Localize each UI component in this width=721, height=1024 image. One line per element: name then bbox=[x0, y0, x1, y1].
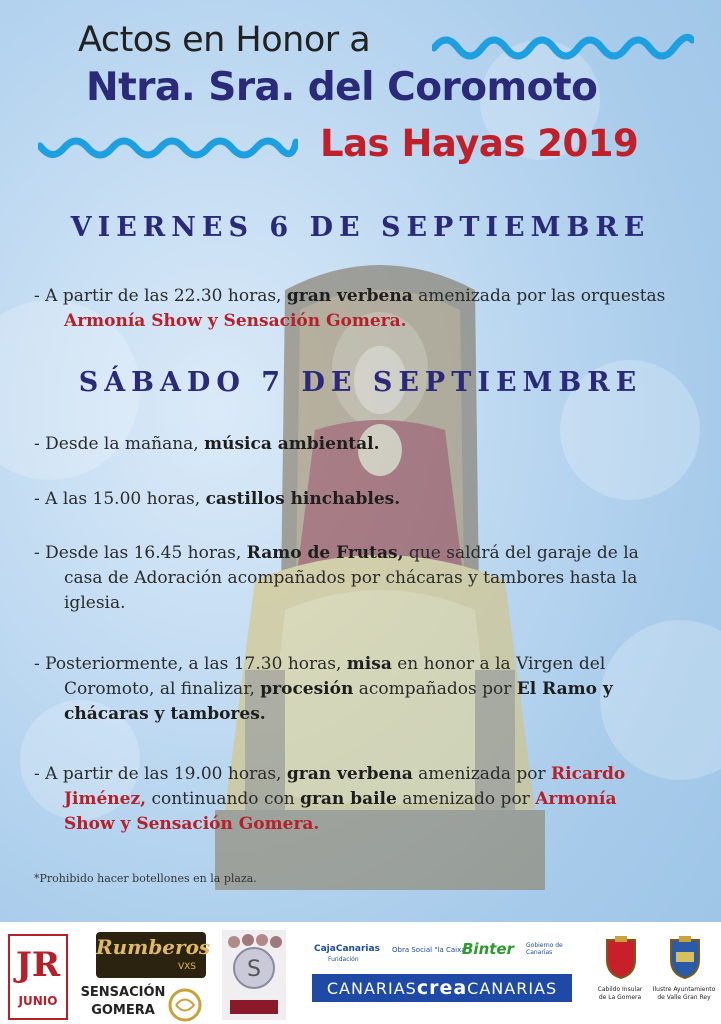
sensacion-text: SENSACIÓN bbox=[80, 985, 166, 1000]
obrasocial-logo-text: Obra Social "la Caixa" bbox=[392, 946, 469, 954]
wave-decoration-bottom bbox=[38, 132, 298, 168]
item-highlight: Jiménez, bbox=[64, 789, 147, 809]
rumberos-logo-sub: VXS bbox=[177, 962, 196, 972]
canarias-crea-canarias-banner bbox=[312, 974, 572, 1002]
friday-item-verbena bbox=[34, 284, 694, 334]
ayuntamiento-line: Ilustre Ayuntamiento bbox=[652, 986, 716, 993]
saturday-item-ramo bbox=[34, 541, 694, 616]
cajacanarias-logo-text: CajaCanarias bbox=[314, 944, 380, 954]
canarias-sponsors-block bbox=[312, 940, 572, 1018]
canarias-text: CANARIAS bbox=[467, 979, 558, 998]
rumberos-logo bbox=[96, 932, 211, 978]
wave-decoration-top bbox=[432, 30, 694, 66]
item-bold: gran baile bbox=[300, 789, 397, 809]
item-highlight: Ricardo bbox=[551, 764, 626, 784]
ayuntamiento-line: de Valle Gran Rey bbox=[657, 994, 711, 1001]
item-highlight: Armonía bbox=[535, 789, 617, 809]
saturday-item-baile bbox=[34, 762, 694, 837]
saturday-item-castillos bbox=[34, 487, 694, 512]
item-text: que saldrá del garaje de la bbox=[403, 543, 639, 563]
item-text: en honor a la Virgen del bbox=[391, 654, 606, 674]
saturday-item-misa bbox=[34, 652, 694, 727]
cabildo-shield-icon bbox=[604, 936, 638, 980]
rumberos-logo-text: Rumberos bbox=[96, 935, 211, 959]
sensacion-gomera-logo bbox=[78, 984, 168, 1020]
binter-logo-text: Binter bbox=[462, 940, 514, 958]
item-bold: El Ramo y bbox=[516, 679, 613, 699]
cabildo-logo-text bbox=[584, 986, 656, 1002]
item-bold: música ambiental. bbox=[204, 434, 380, 454]
item-text: - Posteriormente, a las 17.30 horas, bbox=[34, 654, 347, 674]
gomera-text: GOMERA bbox=[91, 1003, 155, 1018]
header-line-1: Actos en Honor a bbox=[78, 20, 371, 60]
item-text: - A partir de las 19.00 horas, bbox=[34, 764, 287, 784]
header bbox=[0, 0, 721, 190]
junio-logo-letters: JR bbox=[15, 945, 61, 985]
band-photo-logo-icon bbox=[222, 930, 286, 1020]
item-bold: gran verbena bbox=[286, 286, 413, 306]
gobierno-canarias-logo-text: Gobierno de Canarias bbox=[526, 942, 563, 956]
ayuntamiento-shield-icon bbox=[668, 936, 702, 980]
item-bold: Ramo de Frutas, bbox=[246, 543, 404, 563]
friday-title: VIERNES 6 DE SEPTIEMBRE bbox=[70, 212, 651, 243]
junio-logo-name: JUNIO bbox=[18, 994, 58, 1008]
item-text: - Desde la mañana, bbox=[34, 434, 205, 454]
item-text: Coromoto, al finalizar, bbox=[64, 679, 261, 699]
header-line-2: Ntra. Sra. del Coromoto bbox=[86, 65, 598, 110]
cabildo-line: Cabildo Insular bbox=[597, 986, 643, 993]
item-text: amenizada por las orquestas bbox=[412, 286, 666, 306]
canarias-text: CANARIAS bbox=[326, 979, 417, 998]
item-highlight: Armonía Show y Sensación Gomera. bbox=[64, 311, 407, 331]
cabildo-line: de La Gomera bbox=[598, 994, 642, 1001]
item-text: - Desde las 16.45 horas, bbox=[34, 543, 247, 563]
item-text: continuando con bbox=[146, 789, 301, 809]
item-highlight: Show y Sensación Gomera. bbox=[64, 814, 320, 834]
footnote: *Prohibido hacer botellones en la plaza. bbox=[34, 872, 257, 885]
crea-text: crea bbox=[416, 977, 468, 999]
saturday-item-musica bbox=[34, 432, 694, 457]
item-text: - A partir de las 22.30 horas, bbox=[34, 286, 287, 306]
item-bold: procesión bbox=[260, 679, 354, 699]
item-bold: misa bbox=[346, 654, 392, 674]
item-text: casa de Adoración acompañados por chácaras y tambores hasta la bbox=[64, 568, 638, 588]
item-text: iglesia. bbox=[64, 593, 126, 613]
item-text: amenizado por bbox=[396, 789, 536, 809]
item-bold: gran verbena bbox=[286, 764, 413, 784]
ayuntamiento-logo-text bbox=[648, 986, 720, 1002]
cajacanarias-logo-sub: Fundación bbox=[328, 956, 359, 963]
item-text: amenizada por bbox=[412, 764, 552, 784]
sponsors-footer bbox=[0, 922, 721, 1024]
svg-text:S: S bbox=[247, 957, 261, 982]
sensacion-gomera-emblem-icon bbox=[168, 988, 202, 1022]
saturday-title: SÁBADO 7 DE SEPTIEMBRE bbox=[78, 367, 643, 398]
header-line-3: Las Hayas 2019 bbox=[320, 122, 639, 165]
item-bold: chácaras y tambores. bbox=[64, 704, 266, 724]
item-bold: castillos hinchables. bbox=[205, 489, 401, 509]
junio-logo bbox=[8, 934, 68, 1020]
item-text: acompañados por bbox=[353, 679, 517, 699]
item-text: - A las 15.00 horas, bbox=[34, 489, 206, 509]
